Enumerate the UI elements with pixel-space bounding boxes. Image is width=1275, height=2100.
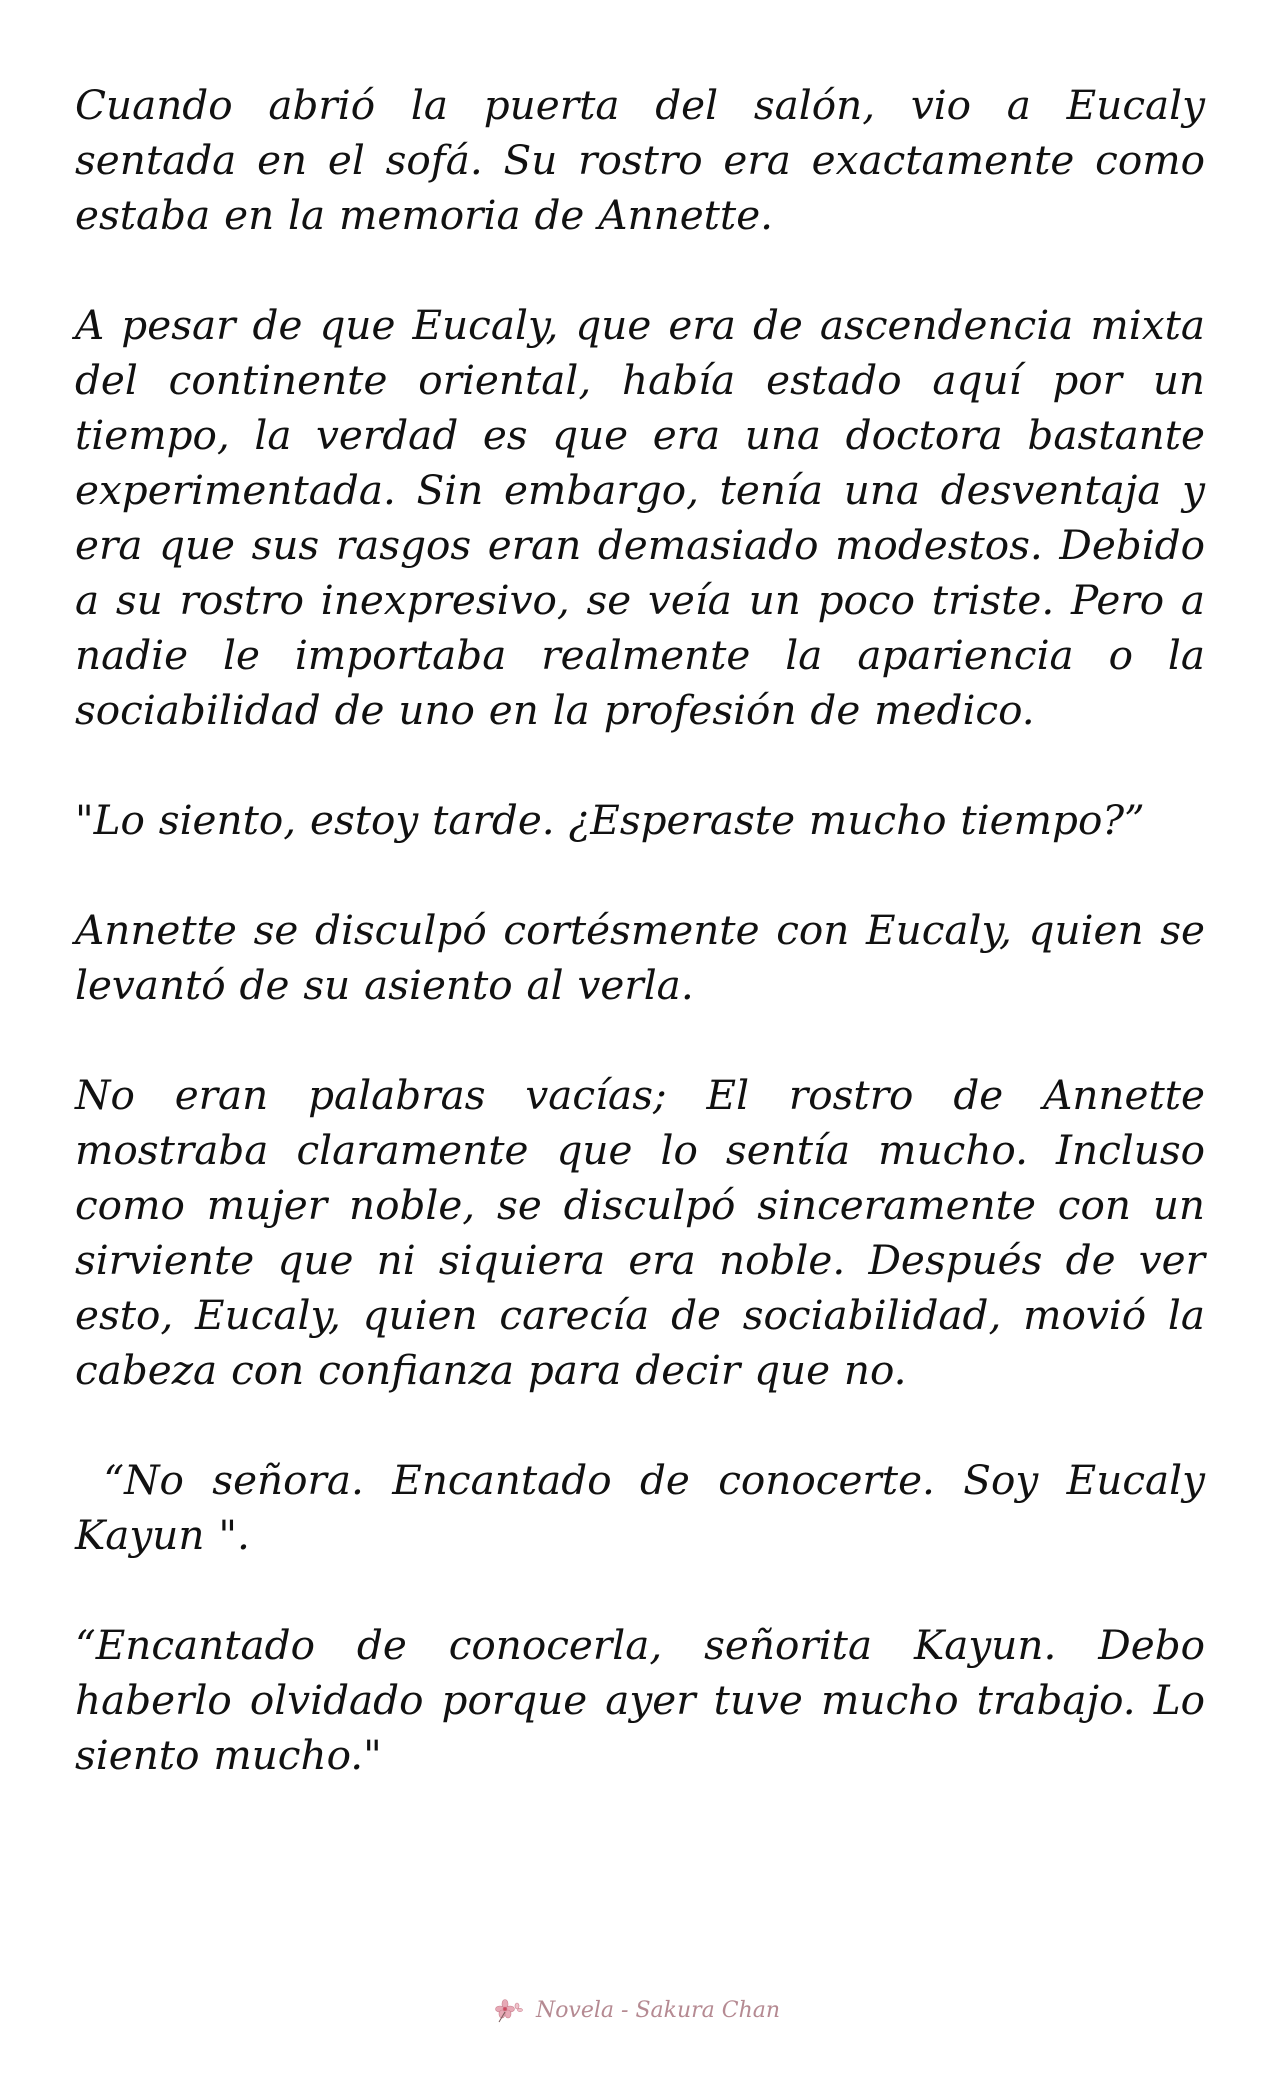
paragraph-4: Annette se disculpó cortésmente con Eucaly, quien se levantó de su asiento al verla.	[75, 906, 1205, 1009]
paragraph-3: "Lo siento, estoy tarde. ¿Esperaste mucho tiempo?”	[75, 796, 1145, 844]
document-body	[75, 78, 1219, 1838]
paragraph-5: No eran palabras vacías; El rostro de Annette mostraba claramente que lo sentía mucho. Incluso como mujer noble, se disculpó sinceramente con un sirviente que ni siquiera era noble. Después de ver esto, Eucaly, quien carecía de sociabilidad, movió la cabeza con confianza para decir que no.	[75, 1071, 1205, 1394]
paragraph-1: Cuando abrió la puerta del salón, vio a Eucaly sentada en el sofá. Su rostro era exactamente como estaba en la memoria de Annette.	[75, 81, 1205, 239]
paragraph-6: “No señora. Encantado de conocerte. Soy Eucaly Kayun ".	[75, 1456, 1219, 1559]
sakura-flower-icon	[495, 1998, 525, 2024]
paragraph-2: A pesar de que Eucaly, que era de ascendencia mixta del continente oriental, había estado aquí por un tiempo, la verdad es que era una doctora bastante experimentada. Sin embargo, tenía una desventaja y era que sus rasgos eran demasiado modestos. Debido a su rostro inexpresivo, se veía un poco triste. Pero a nadie le importaba realmente la apariencia o la sociabilidad de uno en la profesión de medico.	[75, 301, 1205, 734]
watermark	[0, 1998, 1275, 2024]
watermark-text: Novela - Sakura Chan	[535, 1998, 781, 2023]
paragraph-7: “Encantado de conocerla, señorita Kayun. Debo haberlo olvidado porque ayer tuve mucho trabajo. Lo siento mucho."	[75, 1621, 1205, 1779]
